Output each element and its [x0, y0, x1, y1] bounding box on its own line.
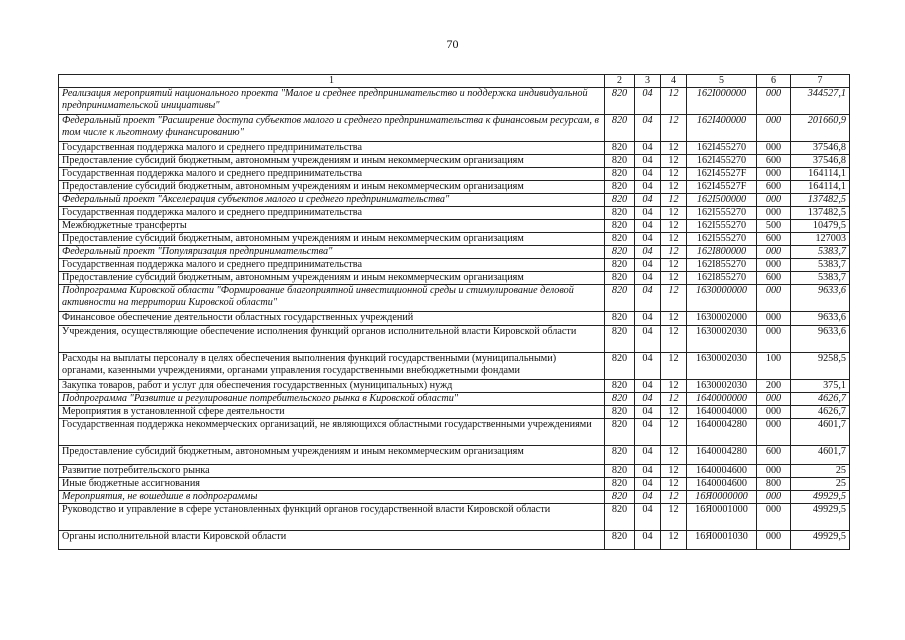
cell-amount: 344527,1: [791, 88, 850, 115]
cell-name: Государственная поддержка малого и среднего предпринимательства: [59, 168, 605, 181]
page-number: 70: [446, 37, 459, 51]
cell-section: 04: [635, 285, 661, 312]
cell-amount: 9633,6: [791, 285, 850, 312]
cell-section: 04: [635, 353, 661, 380]
cell-ministry: 820: [605, 285, 635, 312]
cell-amount: 25: [791, 478, 850, 491]
cell-target-article: 16Я0001030: [687, 531, 757, 550]
table-row: [59, 181, 850, 194]
cell-target-article: 162I000000: [687, 88, 757, 115]
table-row: [59, 491, 850, 504]
table-row: [59, 504, 850, 531]
cell-expense-type: 000: [757, 531, 791, 550]
cell-name: Развитие потребительского рынка: [59, 465, 605, 478]
cell-ministry: 820: [605, 491, 635, 504]
cell-ministry: 820: [605, 531, 635, 550]
cell-expense-type: 600: [757, 272, 791, 285]
cell-subsection: 12: [661, 272, 687, 285]
cell-subsection: 12: [661, 285, 687, 312]
cell-target-article: 162I800000: [687, 246, 757, 259]
cell-subsection: 12: [661, 115, 687, 142]
column-header-6: 6: [757, 75, 791, 88]
cell-ministry: 820: [605, 115, 635, 142]
cell-amount: 49929,5: [791, 504, 850, 531]
cell-name: Подпрограмма Кировской области "Формирование благоприятной инвестиционной среды и стимулирование деловой активности на территории Кировской области": [59, 285, 605, 312]
cell-expense-type: 000: [757, 406, 791, 419]
cell-section: 04: [635, 419, 661, 446]
cell-name: Межбюджетные трансферты: [59, 220, 605, 233]
cell-ministry: 820: [605, 380, 635, 393]
cell-amount: 4601,7: [791, 419, 850, 446]
cell-name: Государственная поддержка малого и среднего предпринимательства: [59, 259, 605, 272]
cell-amount: 25: [791, 465, 850, 478]
cell-expense-type: 000: [757, 285, 791, 312]
cell-subsection: 12: [661, 491, 687, 504]
cell-name: Федеральный проект "Расширение доступа субъектов малого и среднего предпринимательства к финансовым ресурсам, в том числе к льготному финансированию": [59, 115, 605, 142]
cell-target-article: 162I455270: [687, 155, 757, 168]
table-row: [59, 393, 850, 406]
cell-ministry: 820: [605, 446, 635, 465]
cell-subsection: 12: [661, 465, 687, 478]
cell-expense-type: 600: [757, 233, 791, 246]
cell-name: Предоставление субсидий бюджетным, автономным учреждениям и иным некоммерческим организациям: [59, 155, 605, 168]
cell-target-article: 1640004000: [687, 406, 757, 419]
cell-subsection: 12: [661, 246, 687, 259]
cell-ministry: 820: [605, 220, 635, 233]
cell-amount: 9258,5: [791, 353, 850, 380]
cell-ministry: 820: [605, 478, 635, 491]
cell-subsection: 12: [661, 155, 687, 168]
column-header-7: 7: [791, 75, 850, 88]
cell-ministry: 820: [605, 419, 635, 446]
cell-subsection: 12: [661, 207, 687, 220]
cell-ministry: 820: [605, 465, 635, 478]
cell-section: 04: [635, 207, 661, 220]
cell-amount: 137482,5: [791, 207, 850, 220]
cell-name: Органы исполнительной власти Кировской области: [59, 531, 605, 550]
cell-expense-type: 600: [757, 181, 791, 194]
cell-section: 04: [635, 194, 661, 207]
table-row: [59, 446, 850, 465]
cell-name: Федеральный проект "Акселерация субъектов малого и среднего предпринимательства": [59, 194, 605, 207]
cell-expense-type: 000: [757, 142, 791, 155]
cell-expense-type: 100: [757, 353, 791, 380]
cell-ministry: 820: [605, 168, 635, 181]
column-header-2: 2: [605, 75, 635, 88]
cell-section: 04: [635, 233, 661, 246]
cell-section: 04: [635, 168, 661, 181]
cell-target-article: 162I855270: [687, 272, 757, 285]
table-row: [59, 220, 850, 233]
cell-ministry: 820: [605, 272, 635, 285]
cell-section: 04: [635, 531, 661, 550]
cell-amount: 4626,7: [791, 393, 850, 406]
cell-section: 04: [635, 220, 661, 233]
cell-target-article: 1630002000: [687, 312, 757, 326]
table-row: [59, 272, 850, 285]
cell-ministry: 820: [605, 194, 635, 207]
table-row: [59, 353, 850, 380]
cell-amount: 164114,1: [791, 181, 850, 194]
cell-subsection: 12: [661, 326, 687, 353]
table-row: [59, 531, 850, 550]
cell-target-article: 162I555270: [687, 207, 757, 220]
cell-amount: 5383,7: [791, 272, 850, 285]
cell-subsection: 12: [661, 419, 687, 446]
cell-section: 04: [635, 259, 661, 272]
cell-target-article: 1640004600: [687, 465, 757, 478]
cell-target-article: 16Я0000000: [687, 491, 757, 504]
cell-name: Подпрограмма "Развитие и регулирование потребительского рынка в Кировской области": [59, 393, 605, 406]
cell-expense-type: 000: [757, 312, 791, 326]
cell-ministry: 820: [605, 233, 635, 246]
cell-expense-type: 200: [757, 380, 791, 393]
table-row: [59, 419, 850, 446]
column-header-5: 5: [687, 75, 757, 88]
cell-section: 04: [635, 380, 661, 393]
column-header-3: 3: [635, 75, 661, 88]
cell-section: 04: [635, 406, 661, 419]
cell-ministry: 820: [605, 312, 635, 326]
cell-expense-type: 000: [757, 491, 791, 504]
cell-name: Руководство и управление в сфере установленных функций органов государственной власти Кировской области: [59, 504, 605, 531]
cell-name: Мероприятия в установленной сфере деятельности: [59, 406, 605, 419]
table-row: [59, 465, 850, 478]
cell-expense-type: 000: [757, 168, 791, 181]
cell-name: Мероприятия, не вошедшие в подпрограммы: [59, 491, 605, 504]
cell-target-article: 1640004280: [687, 419, 757, 446]
cell-name: Предоставление субсидий бюджетным, автономным учреждениям и иным некоммерческим организациям: [59, 272, 605, 285]
cell-section: 04: [635, 478, 661, 491]
cell-ministry: 820: [605, 207, 635, 220]
table-row: [59, 88, 850, 115]
cell-expense-type: 600: [757, 155, 791, 168]
table-row: [59, 312, 850, 326]
cell-name: Государственная поддержка некоммерческих организаций, не являющихся областными государственными учреждениями: [59, 419, 605, 446]
cell-target-article: 162I555270: [687, 233, 757, 246]
cell-target-article: 162I45527F: [687, 181, 757, 194]
table-row: [59, 326, 850, 353]
cell-subsection: 12: [661, 380, 687, 393]
table-row: [59, 194, 850, 207]
cell-ministry: 820: [605, 406, 635, 419]
cell-section: 04: [635, 491, 661, 504]
cell-subsection: 12: [661, 194, 687, 207]
cell-subsection: 12: [661, 181, 687, 194]
cell-name: Расходы на выплаты персоналу в целях обеспечения выполнения функций государственными (муниципальными) органами, казенными учреждениями, органами управления государственными внебюджетными фондами: [59, 353, 605, 380]
cell-subsection: 12: [661, 259, 687, 272]
cell-subsection: 12: [661, 393, 687, 406]
cell-section: 04: [635, 393, 661, 406]
cell-expense-type: 000: [757, 465, 791, 478]
cell-ministry: 820: [605, 393, 635, 406]
table-body: [59, 88, 850, 550]
cell-ministry: 820: [605, 181, 635, 194]
cell-ministry: 820: [605, 155, 635, 168]
cell-subsection: 12: [661, 504, 687, 531]
table-row: [59, 233, 850, 246]
cell-name: Государственная поддержка малого и среднего предпринимательства: [59, 207, 605, 220]
cell-target-article: 162I45527F: [687, 168, 757, 181]
cell-amount: 49929,5: [791, 491, 850, 504]
cell-target-article: 162I500000: [687, 194, 757, 207]
cell-amount: 137482,5: [791, 194, 850, 207]
cell-expense-type: 000: [757, 88, 791, 115]
cell-target-article: 1640000000: [687, 393, 757, 406]
cell-amount: 164114,1: [791, 168, 850, 181]
cell-expense-type: 000: [757, 504, 791, 531]
cell-subsection: 12: [661, 531, 687, 550]
cell-target-article: 1640004600: [687, 478, 757, 491]
table-row: [59, 246, 850, 259]
cell-name: Учреждения, осуществляющие обеспечение исполнения функций органов исполнительной власти Кировской области: [59, 326, 605, 353]
cell-target-article: 16Я0001000: [687, 504, 757, 531]
cell-section: 04: [635, 246, 661, 259]
cell-amount: 201660,9: [791, 115, 850, 142]
column-header-1: 1: [59, 75, 605, 88]
cell-expense-type: 000: [757, 207, 791, 220]
cell-name: Реализация мероприятий национального проекта "Малое и среднее предпринимательство и поддержка индивидуальной предпринимательской инициативы": [59, 88, 605, 115]
cell-expense-type: 000: [757, 246, 791, 259]
cell-section: 04: [635, 465, 661, 478]
cell-target-article: 162I400000: [687, 115, 757, 142]
cell-amount: 9633,6: [791, 312, 850, 326]
cell-section: 04: [635, 155, 661, 168]
cell-target-article: 1630002030: [687, 353, 757, 380]
cell-name: Предоставление субсидий бюджетным, автономным учреждениям и иным некоммерческим организациям: [59, 446, 605, 465]
cell-ministry: 820: [605, 326, 635, 353]
table-row: [59, 155, 850, 168]
cell-expense-type: 500: [757, 220, 791, 233]
cell-amount: 5383,7: [791, 259, 850, 272]
cell-subsection: 12: [661, 220, 687, 233]
cell-subsection: 12: [661, 88, 687, 115]
cell-amount: 127003: [791, 233, 850, 246]
cell-expense-type: 600: [757, 446, 791, 465]
cell-expense-type: 000: [757, 115, 791, 142]
cell-target-article: 1640004280: [687, 446, 757, 465]
cell-subsection: 12: [661, 312, 687, 326]
cell-amount: 49929,5: [791, 531, 850, 550]
cell-section: 04: [635, 115, 661, 142]
cell-expense-type: 000: [757, 194, 791, 207]
table-row: [59, 207, 850, 220]
cell-target-article: 162I555270: [687, 220, 757, 233]
cell-amount: 37546,8: [791, 155, 850, 168]
cell-section: 04: [635, 142, 661, 155]
table-row: [59, 406, 850, 419]
cell-name: Государственная поддержка малого и среднего предпринимательства: [59, 142, 605, 155]
cell-section: 04: [635, 181, 661, 194]
cell-subsection: 12: [661, 142, 687, 155]
cell-section: 04: [635, 326, 661, 353]
cell-name: Предоставление субсидий бюджетным, автономным учреждениям и иным некоммерческим организациям: [59, 181, 605, 194]
cell-ministry: 820: [605, 246, 635, 259]
cell-section: 04: [635, 446, 661, 465]
cell-target-article: 162I455270: [687, 142, 757, 155]
cell-name: Иные бюджетные ассигнования: [59, 478, 605, 491]
header-row: [59, 75, 850, 88]
cell-subsection: 12: [661, 406, 687, 419]
budget-table: [58, 74, 850, 550]
cell-subsection: 12: [661, 446, 687, 465]
cell-ministry: 820: [605, 88, 635, 115]
table-row: [59, 259, 850, 272]
cell-section: 04: [635, 312, 661, 326]
cell-name: Федеральный проект "Популяризация предпринимательства": [59, 246, 605, 259]
cell-expense-type: 800: [757, 478, 791, 491]
cell-target-article: 1630002030: [687, 326, 757, 353]
cell-section: 04: [635, 504, 661, 531]
cell-ministry: 820: [605, 259, 635, 272]
cell-section: 04: [635, 88, 661, 115]
table-row: [59, 142, 850, 155]
cell-section: 04: [635, 272, 661, 285]
cell-subsection: 12: [661, 478, 687, 491]
cell-amount: 9633,6: [791, 326, 850, 353]
cell-expense-type: 000: [757, 259, 791, 272]
cell-amount: 375,1: [791, 380, 850, 393]
table-row: [59, 168, 850, 181]
cell-amount: 37546,8: [791, 142, 850, 155]
cell-name: Предоставление субсидий бюджетным, автономным учреждениям и иным некоммерческим организациям: [59, 233, 605, 246]
cell-subsection: 12: [661, 168, 687, 181]
cell-name: Закупка товаров, работ и услуг для обеспечения государственных (муниципальных) нужд: [59, 380, 605, 393]
table-row: [59, 285, 850, 312]
cell-expense-type: 000: [757, 326, 791, 353]
cell-target-article: 1630002030: [687, 380, 757, 393]
cell-subsection: 12: [661, 233, 687, 246]
cell-amount: 5383,7: [791, 246, 850, 259]
cell-expense-type: 000: [757, 393, 791, 406]
cell-amount: 4601,7: [791, 446, 850, 465]
cell-amount: 10479,5: [791, 220, 850, 233]
cell-ministry: 820: [605, 353, 635, 380]
cell-ministry: 820: [605, 504, 635, 531]
table-row: [59, 115, 850, 142]
cell-name: Финансовое обеспечение деятельности областных государственных учреждений: [59, 312, 605, 326]
cell-target-article: 1630000000: [687, 285, 757, 312]
cell-target-article: 162I855270: [687, 259, 757, 272]
cell-subsection: 12: [661, 353, 687, 380]
cell-amount: 4626,7: [791, 406, 850, 419]
column-header-4: 4: [661, 75, 687, 88]
cell-ministry: 820: [605, 142, 635, 155]
cell-expense-type: 000: [757, 419, 791, 446]
table-row: [59, 478, 850, 491]
table-row: [59, 380, 850, 393]
